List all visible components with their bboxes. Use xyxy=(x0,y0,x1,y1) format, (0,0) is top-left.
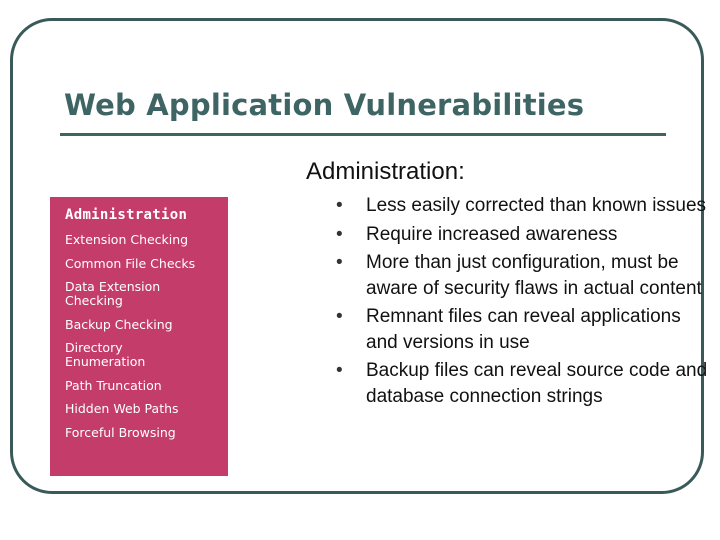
sidebar-item-hidden-web-paths: Hidden Web Paths xyxy=(65,401,179,416)
sidebar-item-path-truncation: Path Truncation xyxy=(65,377,162,393)
sidebar-item-data-extension-checking: Data Extension Checking xyxy=(65,279,161,308)
bullet-icon: • xyxy=(336,223,343,245)
sidebar-title: Administration xyxy=(65,207,188,223)
sidebar-item-forceful-browsing: Forceful Browsing xyxy=(65,424,176,440)
bullet-icon: • xyxy=(336,306,343,327)
title-underline xyxy=(60,133,666,136)
sidebar-item-backup-checking: Backup Checking xyxy=(65,316,173,332)
list-item: • More than just configuration, must be aware of security flaws in actual content xyxy=(336,252,702,299)
bullet-list xyxy=(326,193,716,412)
bullet-icon: • xyxy=(336,360,343,381)
list-item: • Backup files can reveal source code and database connection strings xyxy=(336,360,708,407)
sidebar-item-directory-enumeration: Directory Enumeration xyxy=(65,340,146,369)
sidebar-item-common-file-checks: Common File Checks xyxy=(65,255,196,271)
list-item: • Require increased awareness xyxy=(326,222,716,248)
bullet-icon: • xyxy=(336,195,343,216)
list-item: • Remnant files can reveal applications and versions in use xyxy=(336,306,681,353)
slide-title: Web Application Vulnerabilities xyxy=(64,88,585,122)
sidebar-list xyxy=(65,233,218,440)
sidebar-item-extension-checking: Extension Checking xyxy=(65,232,189,247)
list-item: • Less easily corrected than known issues xyxy=(326,193,716,219)
topic-sidebar xyxy=(50,197,228,476)
bullet-icon: • xyxy=(336,252,343,273)
section-heading: Administration: xyxy=(306,158,465,185)
